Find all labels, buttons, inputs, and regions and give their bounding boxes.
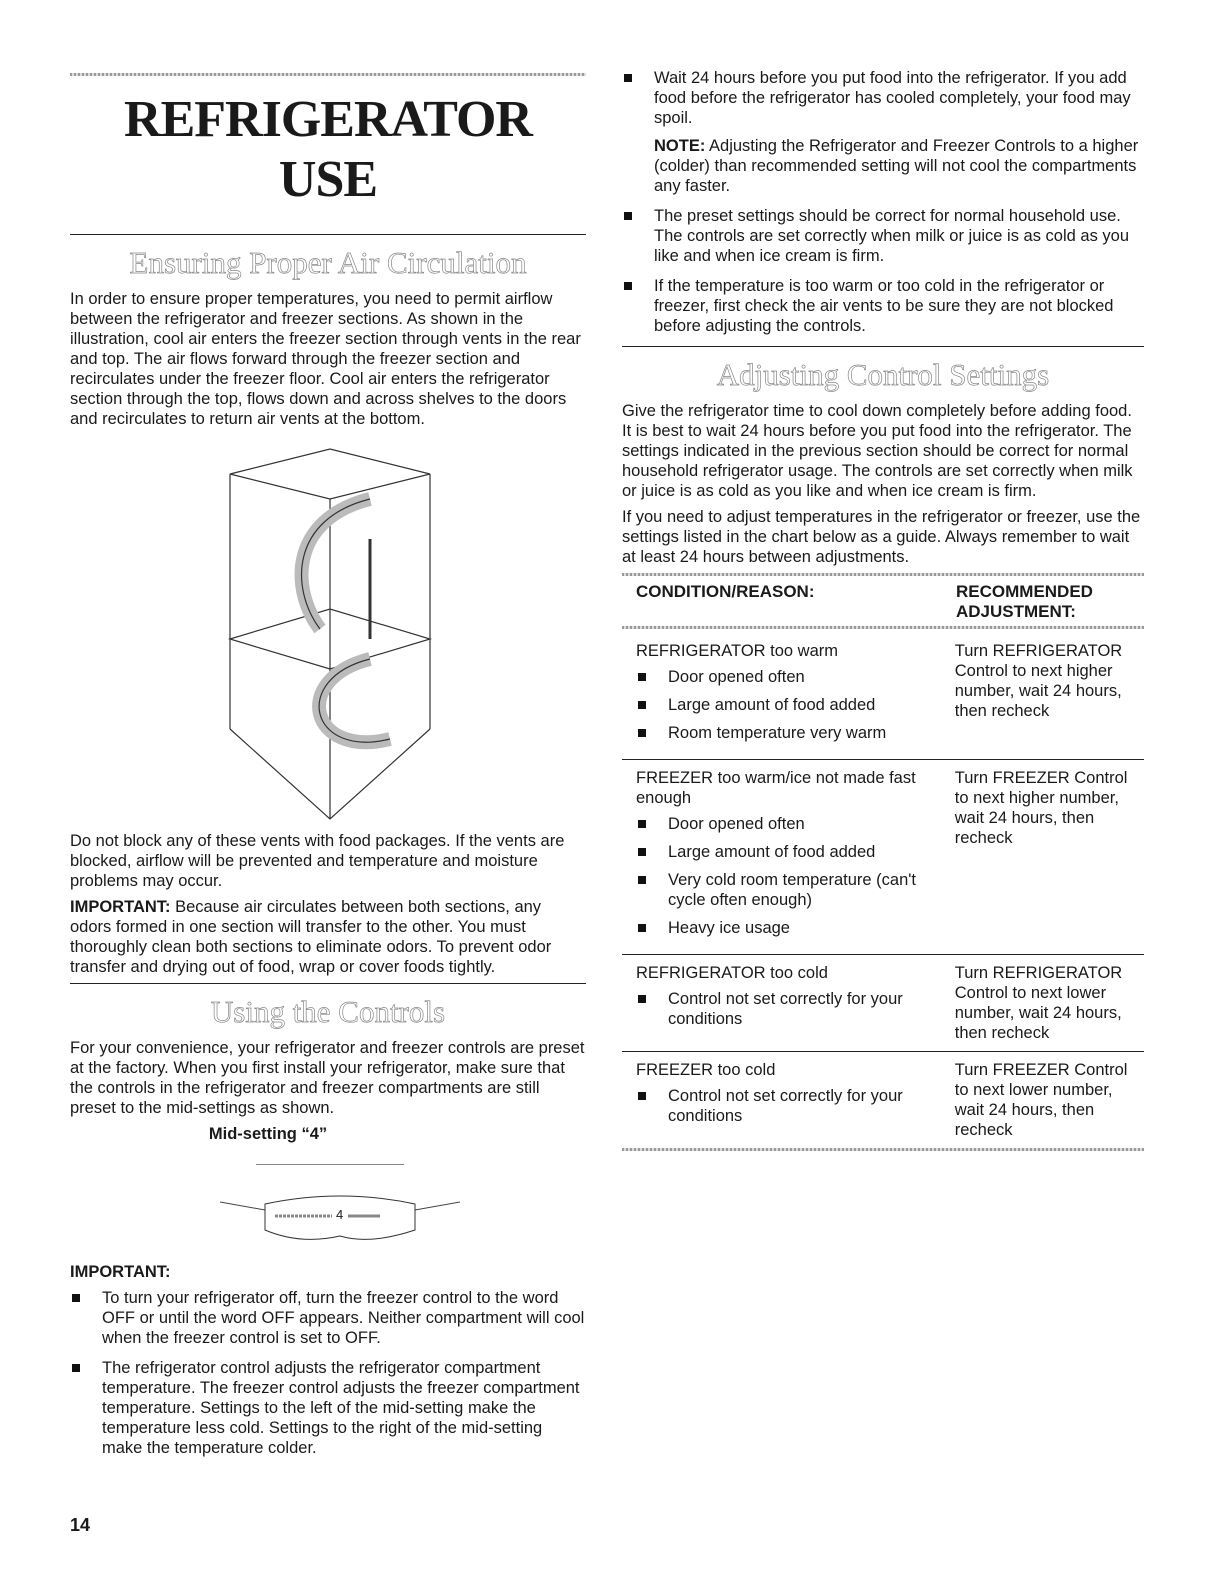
right-column	[622, 0, 1144, 1151]
section-heading-adjusting-controls: Adjusting Control Settings	[716, 357, 1050, 392]
condition-text: REFRIGERATOR too warm	[636, 642, 839, 660]
important-label: IMPORTANT:	[70, 898, 171, 916]
list-item	[622, 68, 1144, 196]
page-number: 14	[70, 1515, 91, 1535]
reason-item: Large amount of food added	[636, 695, 955, 715]
list-item: The refrigerator control adjusts the refrigerator compartment temperature. The freezer control adjusts the freezer compartment temperature. Settings to the left of the mid-setting make the temperature less cold. Settings to the right of the mid-setting make the temperature colder.	[70, 1358, 586, 1458]
reason-item: Door opened often	[636, 814, 955, 834]
section-heading-air-circulation: Ensuring Proper Air Circulation	[129, 245, 527, 280]
reason-list	[636, 814, 955, 938]
condition-cell	[636, 1060, 955, 1140]
list-item-text: Wait 24 hours before you put food into the refrigerator. If you add food before the refrigerator has cooled completely, your food may spoil.	[654, 69, 1131, 127]
important-paragraph	[70, 897, 586, 977]
note-text: Adjusting the Refrigerator and Freezer Controls to a higher (colder) than recommended setting will not cool the compartments any faster.	[654, 137, 1139, 195]
condition-cell	[636, 768, 955, 946]
air-circulation-illustration	[70, 439, 586, 829]
header-condition: CONDITION/REASON:	[636, 582, 815, 601]
reason-item: Very cold room temperature (can't cycle often enough)	[636, 870, 955, 910]
important-list	[70, 1288, 586, 1458]
reason-item: Heavy ice usage	[636, 918, 955, 938]
dotted-rule	[622, 1148, 1144, 1151]
table-row	[622, 1051, 1144, 1148]
left-column	[70, 0, 586, 1535]
reason-item: Large amount of food added	[636, 842, 955, 862]
table-row	[622, 759, 1144, 954]
divider	[70, 234, 586, 235]
dial-value: 4	[336, 1207, 344, 1222]
condition-cell	[636, 963, 955, 1043]
control-dial-illustration	[70, 1150, 586, 1250]
condition-text: FREEZER too cold	[636, 1061, 776, 1079]
reason-list	[636, 667, 955, 743]
condition-text: REFRIGERATOR too cold	[636, 964, 828, 982]
note-label: NOTE:	[654, 137, 706, 155]
adjustment-cell: Turn REFRIGERATOR Control to next lower number, wait 24 hours, then recheck	[954, 964, 1123, 1042]
paragraph: Give the refrigerator time to cool down completely before adding food. It is best to wait 24 hours before you put food into the refrigerator. The settings indicated in the previous section should be correct for normal household refrigerator usage. The controls are set correctly when milk or juice is as cold as you like and when ice cream is firm.	[622, 402, 1133, 500]
condition-cell	[636, 641, 955, 751]
reason-item: Door opened often	[636, 667, 955, 687]
table-row	[622, 633, 1144, 759]
paragraph: In order to ensure proper temperatures, you need to permit airflow between the refrigerator and freezer sections. As shown in the illustration, cool air enters the freezer section through vents in the rear and top. The air flows forward through the freezer section and recirculates under the freezer floor. Cool air enters the refrigerator section through the top, flows down and across shelves to the doors and recirculates to return air vents at the bottom.	[70, 290, 581, 428]
header-adjustment: RECOMMENDED ADJUSTMENT:	[956, 582, 1093, 621]
page-title: REFRIGERATOR USE	[124, 91, 532, 208]
list-item: To turn your refrigerator off, turn the freezer control to the word OFF or until the word OFF appears. Neither compartment will cool when the freezer control is set to OFF.	[70, 1288, 586, 1348]
mid-setting-label: Mid-setting “4”	[208, 1125, 328, 1143]
adjustment-cell: Turn FREEZER Control to next lower number, wait 24 hours, then recheck	[954, 1061, 1128, 1139]
reason-item: Control not set correctly for your conditions	[636, 989, 955, 1029]
list-item: If the temperature is too warm or too cold in the refrigerator or freezer, first check the air vents to be sure they are not blocked before adjusting the controls.	[622, 276, 1144, 336]
paragraph: Do not block any of these vents with food packages. If the vents are blocked, airflow will be prevented and temperature and moisture problems may occur.	[70, 832, 565, 890]
paragraph: If you need to adjust temperatures in the refrigerator or freezer, use the settings listed in the chart below as a guide. Always remember to wait at least 24 hours between adjustments.	[622, 508, 1141, 566]
adjustment-cell: Turn REFRIGERATOR Control to next higher number, wait 24 hours, then recheck	[954, 642, 1123, 720]
reason-list	[636, 989, 955, 1029]
table-row	[622, 954, 1144, 1051]
dotted-rule	[70, 73, 586, 76]
condition-text: FREEZER too warm/ice not made fast enough	[636, 769, 916, 807]
important-text: Because air circulates between both sections, any odors formed in one section will transfer to the other. You must thoroughly clean both sections to eliminate odors. To prevent odor transfer and drying out of food, wrap or cover foods tightly.	[70, 898, 552, 976]
reason-item: Control not set correctly for your conditions	[636, 1086, 955, 1126]
list-item: The preset settings should be correct for normal household use. The controls are set correctly when milk or juice is as cold as you like and when ice cream is firm.	[622, 206, 1144, 266]
reason-item: Room temperature very warm	[636, 723, 955, 743]
adjustment-table	[622, 573, 1144, 1151]
section-heading-using-controls: Using the Controls	[210, 994, 446, 1029]
adjustment-cell: Turn FREEZER Control to next higher number, wait 24 hours, then recheck	[954, 769, 1128, 847]
note	[654, 136, 1144, 196]
reason-list	[636, 1086, 955, 1126]
table-header	[622, 576, 1144, 626]
controls-list	[622, 68, 1144, 336]
important-label: IMPORTANT:	[70, 1263, 171, 1281]
divider	[622, 346, 1144, 347]
dotted-rule	[622, 626, 1144, 629]
divider	[70, 983, 586, 984]
paragraph: For your convenience, your refrigerator and freezer controls are preset at the factory. When you first install your refrigerator, make sure that the controls in the refrigerator and freezer compartments are still preset to the mid-settings as shown.	[70, 1039, 585, 1117]
